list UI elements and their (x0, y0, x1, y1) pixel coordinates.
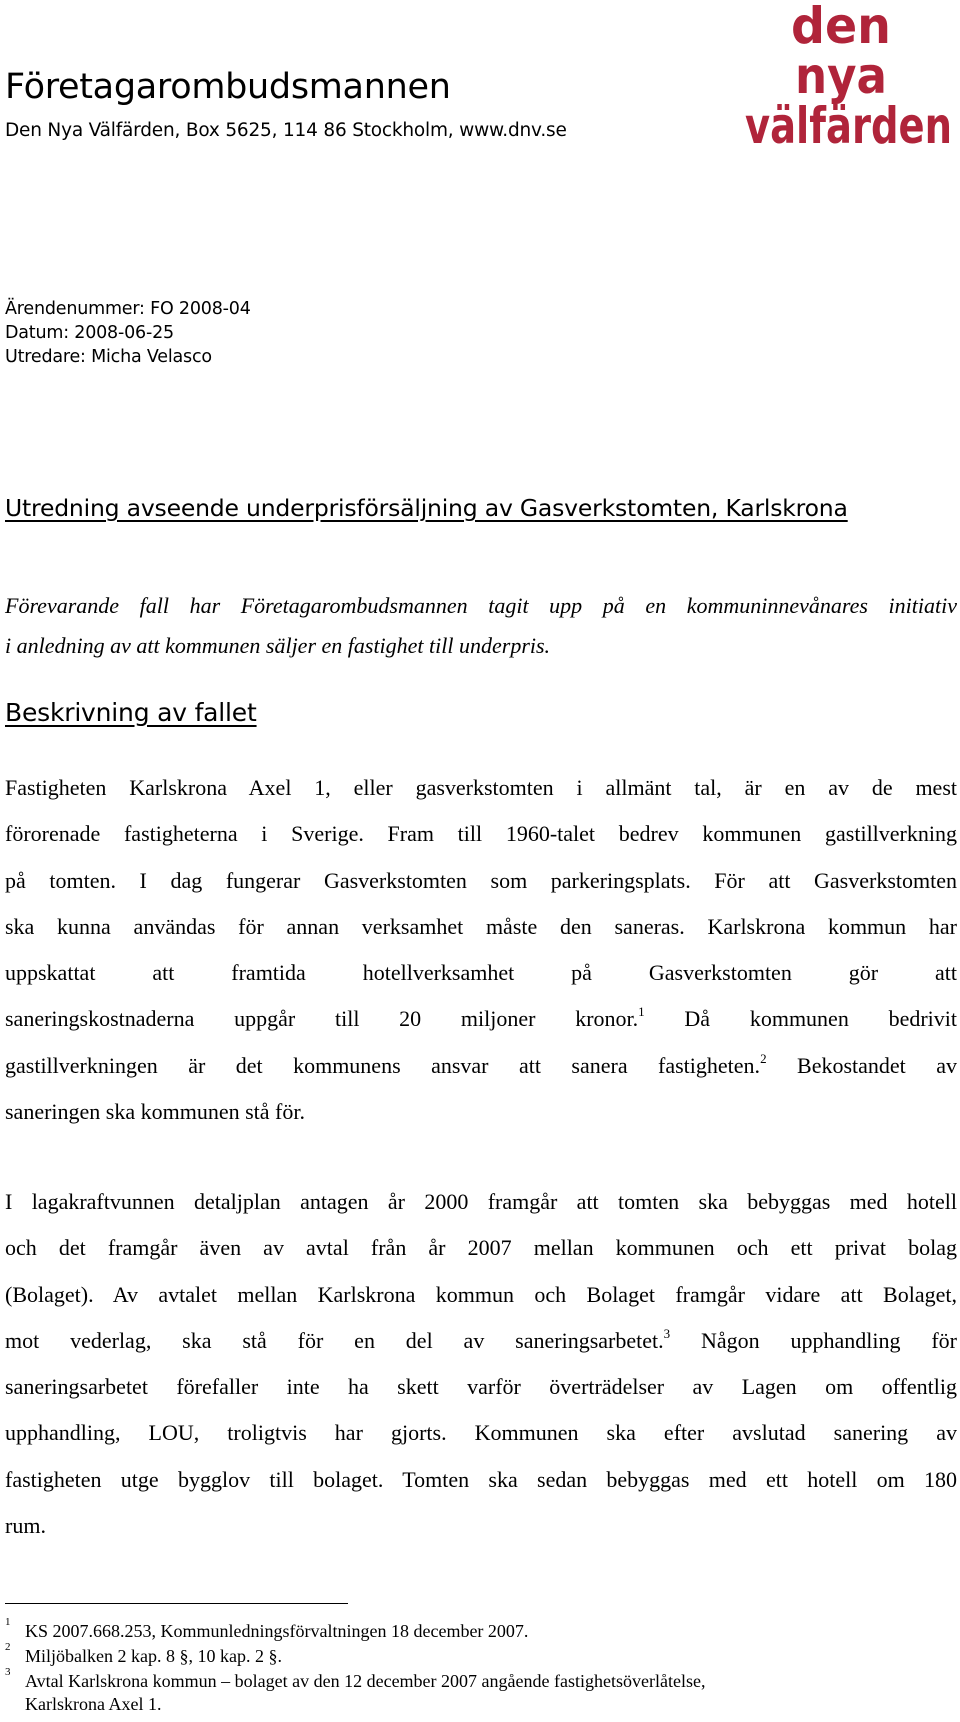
paragraph-text: gastillverkningen är det kommunens ansvar att sanera fastigheten. (5, 1052, 761, 1078)
footnote-text-continued: Karlskrona Axel 1. (25, 1694, 162, 1714)
paragraph-line (5, 1318, 957, 1364)
paragraph-line: fastigheten utge bygglov till bolaget. Tomten ska sedan bebyggas med ett hotell om 180 (5, 1466, 957, 1492)
section-heading: Beskrivning av fallet (5, 698, 257, 727)
logo-word-den: den (791, 0, 891, 55)
paragraph-line: saneringen ska kommunen stå för. (5, 1099, 305, 1125)
paragraph-line: uppskattat att framtida hotellverksamhet på Gasverkstomten gör att (5, 960, 957, 986)
footnote-text: Miljöbalken 2 kap. 8 §, 10 kap. 2 §. (25, 1646, 282, 1666)
paragraph-line: Fastigheten Karlskrona Axel 1, eller gasverkstomten i allmänt tal, är en av de mest (5, 775, 957, 800)
paragraph-line: I lagakraftvunnen detaljplan antagen år 2000 framgår att tomten ska bebyggas med hotell (5, 1189, 957, 1214)
paragraph-line: ska kunna användas för annan verksamhet måste den saneras. Karlskrona kommun har (5, 913, 957, 939)
paragraph-line: förorenade fastigheterna i Sverige. Fram till 1960-talet bedrev kommunen gastillverkning (5, 821, 957, 847)
paragraph-text: saneringskostnaderna uppgår till 20 miljoner kronor. (5, 1006, 639, 1032)
footnote-text: KS 2007.668.253, Kommunledningsförvaltningen 18 december 2007. (25, 1621, 529, 1641)
paragraph-text: Då kommunen bedrivit (644, 1006, 957, 1032)
case-metadata (5, 297, 251, 369)
footnote-ref[interactable]: 3 (663, 1325, 671, 1341)
paragraph-text: Någon upphandling för (670, 1327, 958, 1353)
footnote-ref[interactable]: 2 (760, 1050, 767, 1066)
paragraph-line: saneringsarbetet förefaller inte ha skett varför överträdelser av Lagen om offentlig (5, 1374, 957, 1400)
case-number: Ärendenummer: FO 2008-04 (5, 299, 251, 319)
footnote-text: Avtal Karlskrona kommun – bolaget av den 12 december 2007 angående fastighetsöverlåtelse, (25, 1671, 706, 1691)
footnote-number: 2 (5, 1641, 11, 1653)
body-paragraph-1 (5, 765, 957, 1135)
organization-address: Den Nya Välfärden, Box 5625, 114 86 Stockholm, www.dnv.se (5, 120, 567, 141)
footnote-divider (5, 1603, 348, 1604)
paragraph-line (5, 1043, 957, 1089)
paragraph-text: mot vederlag, ska stå för en del av saneringsarbetet. (5, 1327, 664, 1353)
paragraph-line: upphandling, LOU, troligtvis har gjorts. Kommunen ska efter avslutad sanering av (5, 1420, 957, 1446)
logo-word-valfarden: välfärden (745, 97, 952, 155)
intro-paragraph (5, 586, 957, 666)
footnote-number: 3 (5, 1666, 11, 1678)
paragraph-line: på tomten. I dag fungerar Gasverkstomten som parkeringsplats. För att Gasverkstomten (5, 867, 957, 893)
intro-line: Förevarande fall har Företagarombudsmannen tagit upp på en kommuninnevånares initiativ (5, 593, 957, 618)
paragraph-text: Bekostandet av (766, 1052, 957, 1078)
paragraph-line: (Bolaget). Av avtalet mellan Karlskrona kommun och Bolaget framgår vidare att Bolaget, (5, 1281, 957, 1307)
paragraph-line (5, 996, 957, 1042)
paragraph-line: rum. (5, 1513, 46, 1539)
paragraph-line: och det framgår även av avtal från år 2007 mellan kommunen och ett privat bolag (5, 1235, 957, 1261)
footnote-ref[interactable]: 1 (638, 1004, 645, 1020)
den-nya-valfarden-logo (745, 0, 955, 160)
document-title: Utredning avseende underprisförsäljning av Gasverkstomten, Karlskrona (5, 494, 848, 522)
case-date: Datum: 2008-06-25 (5, 323, 174, 343)
footnote-number: 1 (5, 1616, 11, 1628)
logo-word-nya: nya (795, 47, 887, 105)
body-paragraph-2 (5, 1179, 957, 1549)
intro-line: i anledning av att kommunen säljer en fastighet till underpris. (5, 633, 551, 658)
case-investigator: Utredare: Micha Velasco (5, 347, 212, 367)
organization-title: Företagarombudsmannen (5, 67, 451, 107)
